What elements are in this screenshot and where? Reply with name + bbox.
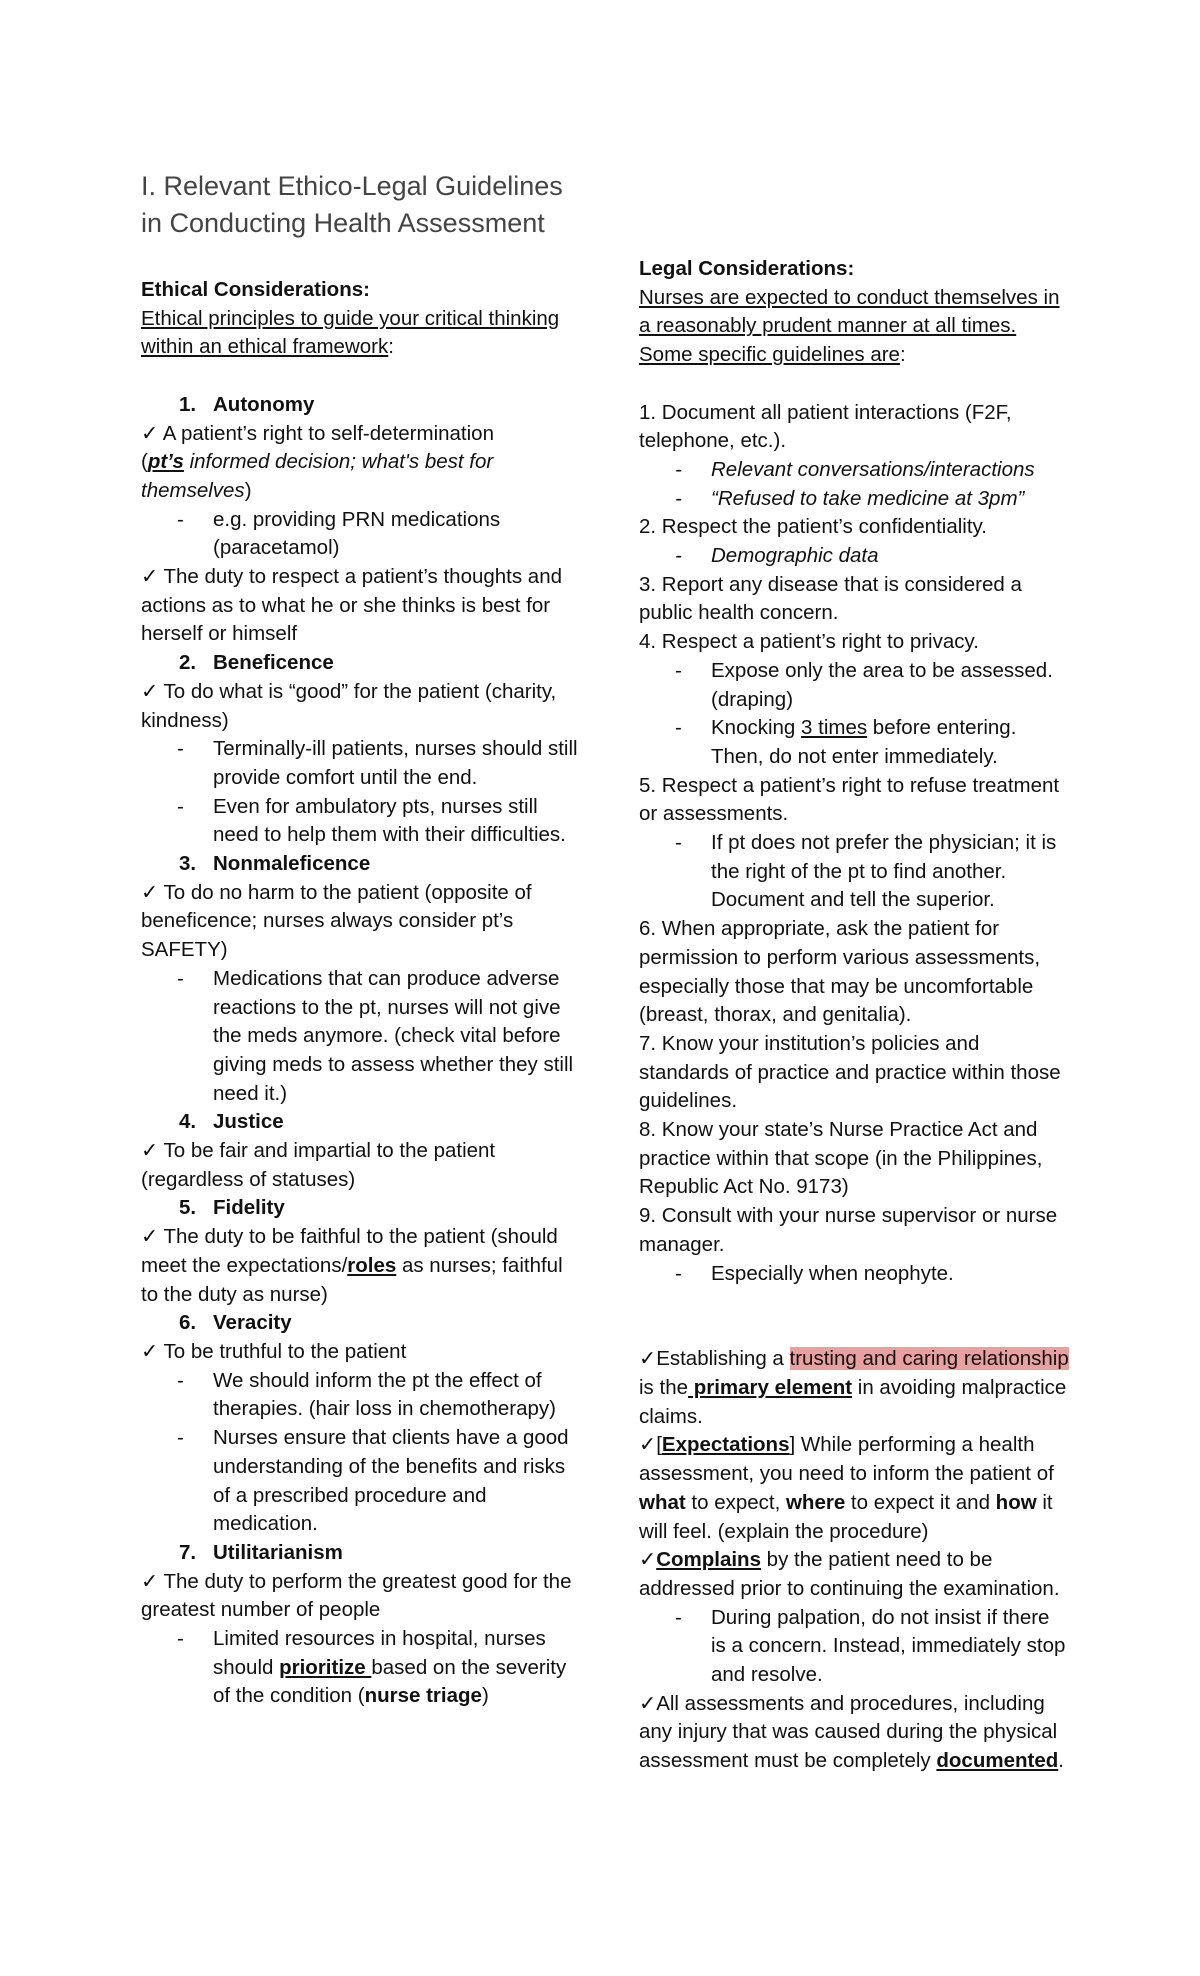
- right-column: [639, 255, 1069, 1776]
- guideline-6: 6. When appropriate, ask the patient for permission to perform various assessments, especially those that may be uncomfortable (breast, thorax, and genitalia).: [639, 917, 1041, 1027]
- nonmaleficence-check: ✓ To do no harm to the patient (opposite of beneficence; nurses always consider pt’s SAFETY): [141, 880, 532, 962]
- page-title: I. Relevant Ethico-Legal Guidelines in Conducting Health Assessment: [141, 171, 563, 238]
- principle-autonomy: 1. Autonomy: [179, 392, 315, 416]
- principle-fidelity: 5. Fidelity: [179, 1196, 285, 1220]
- principle-justice: 4. Justice: [179, 1110, 284, 1134]
- guideline-5-note: - If pt does not prefer the physician; it is the right of the pt to find another. Document and tell the superior.: [639, 829, 1069, 915]
- guideline-1: 1. Document all patient interactions (F2F, telephone, etc.).: [639, 400, 1012, 453]
- utilitarianism-note: - Limited resources in hospital, nurses should prioritize based on the severity of the condition (nurse triage): [141, 1625, 581, 1711]
- checkmark-icon: ✓: [639, 1433, 657, 1457]
- guideline-1-note-2: - “Refused to take medicine at 3pm”: [639, 485, 1069, 514]
- checkmark-icon: ✓: [141, 1139, 159, 1163]
- autonomy-check-1: ✓ A patient’s right to self-determination (pt’s informed decision; what's best for themselves): [141, 421, 494, 502]
- checkmark-icon: ✓: [639, 1548, 657, 1572]
- guideline-4: 4. Respect a patient’s right to privacy.: [639, 630, 979, 654]
- nonmaleficence-note: - Medications that can produce adverse reactions to the pt, nurses will not give the meds anymore. (check vital before giving meds to assess whether they still need it.): [141, 965, 581, 1109]
- guideline-1-note-1: - Relevant conversations/interactions: [639, 456, 1069, 485]
- note-expectations: ✓[Expectations] While performing a health assessment, you need to inform the patient of what to expect, where to expect it and how it will feel. (explain the procedure): [639, 1433, 1054, 1543]
- principle-utilitarianism: 7. Utilitarianism: [179, 1540, 343, 1564]
- note-documentation: ✓All assessments and procedures, including any injury that was caused during the physical assessment must be completely documented.: [639, 1691, 1064, 1773]
- principle-veracity: 6. Veracity: [179, 1311, 292, 1335]
- legal-intro: Nurses are expected to conduct themselves in a reasonably prudent manner at all times. Some specific guidelines are:: [639, 285, 1060, 367]
- checkmark-icon: ✓: [141, 1569, 159, 1593]
- beneficence-check: ✓ To do what is “good” for the patient (charity, kindness): [141, 679, 557, 732]
- left-column: [141, 168, 581, 1711]
- ethical-heading: Ethical Considerations:: [141, 278, 370, 301]
- autonomy-example: - e.g. providing PRN medications (paracetamol): [141, 506, 581, 563]
- guideline-4-note-2: - Knocking 3 times before entering. Then, do not enter immediately.: [639, 714, 1069, 771]
- veracity-check: ✓ To be truthful to the patient: [141, 1340, 407, 1363]
- checkmark-icon: ✓: [141, 1340, 159, 1363]
- utilitarianism-check: ✓ The duty to perform the greatest good for the greatest number of people: [141, 1569, 572, 1622]
- guideline-2: 2. Respect the patient’s confidentiality.: [639, 515, 987, 539]
- guideline-9: 9. Consult with your nurse supervisor or nurse manager.: [639, 1204, 1058, 1256]
- guideline-5: 5. Respect a patient’s right to refuse treatment or assessments.: [639, 773, 1060, 826]
- note-complains: ✓Complains by the patient need to be addressed prior to continuing the examination.: [639, 1548, 1060, 1600]
- veracity-note-2: - Nurses ensure that clients have a good understanding of the benefits and risks of a prescribed procedure and medication.: [141, 1424, 581, 1539]
- checkmark-icon: ✓: [639, 1347, 657, 1371]
- guideline-8: 8. Know your state’s Nurse Practice Act and practice within that scope (in the Philippines, Republic Act No. 9173): [639, 1118, 1043, 1199]
- ethical-intro: Ethical principles to guide your critical thinking within an ethical framework:: [141, 306, 560, 359]
- checkmark-icon: ✓: [639, 1691, 657, 1715]
- guideline-7: 7. Know your institution’s policies and standards of practice and practice within those guidelines.: [639, 1031, 1061, 1113]
- principle-nonmaleficence: 3. Nonmaleficence: [179, 852, 371, 876]
- checkmark-icon: ✓: [141, 1225, 159, 1249]
- fidelity-check: ✓ The duty to be faithful to the patient (should meet the expectations/roles as nurses; faithful to the duty as nurse): [141, 1225, 563, 1306]
- principle-beneficence: 2. Beneficence: [179, 651, 334, 675]
- beneficence-note-2: - Even for ambulatory pts, nurses still need to help them with their difficulties.: [141, 793, 581, 850]
- checkmark-icon: ✓: [141, 679, 159, 703]
- guideline-3: 3. Report any disease that is considered a public health concern.: [639, 572, 1022, 625]
- guideline-2-note: - Demographic data: [639, 542, 1069, 571]
- checkmark-icon: ✓: [141, 421, 159, 445]
- highlighted-text: trusting and caring relationship: [789, 1347, 1069, 1371]
- guideline-9-note: - Especially when neophyte.: [639, 1260, 1069, 1289]
- justice-check: ✓ To be fair and impartial to the patient (regardless of statuses): [141, 1139, 496, 1191]
- guideline-4-note-1: - Expose only the area to be assessed. (draping): [639, 657, 1069, 714]
- legal-heading: Legal Considerations:: [639, 257, 855, 280]
- veracity-note-1: - We should inform the pt the effect of therapies. (hair loss in chemotherapy): [141, 1367, 581, 1424]
- note-relationship: ✓Establishing a trusting and caring relationship is the primary element in avoiding malpractice claims.: [639, 1347, 1069, 1428]
- checkmark-icon: ✓: [141, 880, 159, 904]
- checkmark-icon: ✓: [141, 565, 159, 589]
- autonomy-check-2: ✓ The duty to respect a patient’s thoughts and actions as to what he or she thinks is best for herself or himself: [141, 565, 563, 646]
- beneficence-note-1: - Terminally-ill patients, nurses should still provide comfort until the end.: [141, 735, 581, 792]
- note-complains-detail: - During palpation, do not insist if there is a concern. Instead, immediately stop and resolve.: [639, 1604, 1069, 1690]
